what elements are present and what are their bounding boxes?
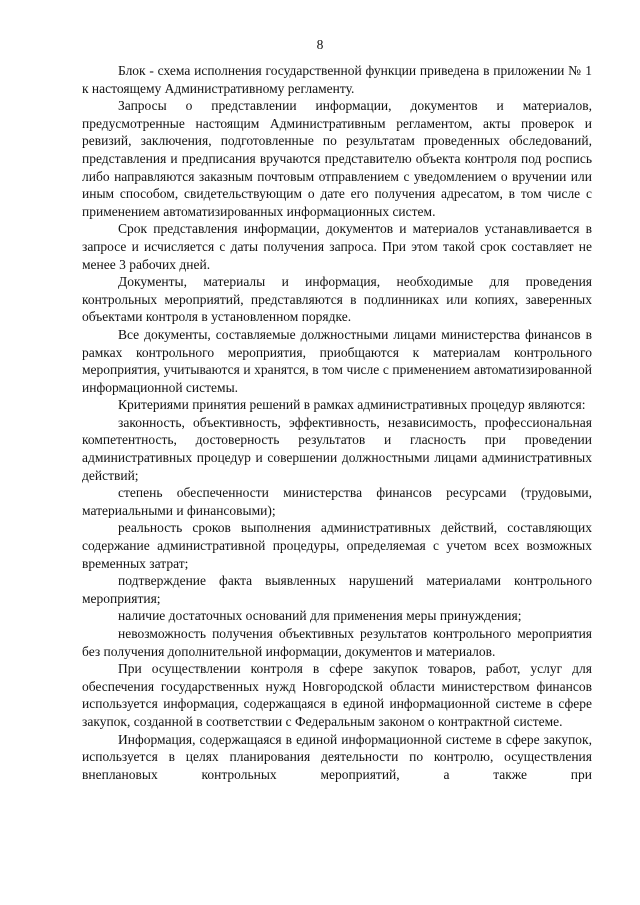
paragraph-decision-criteria: Критериями принятия решений в рамках административных процедур являются: xyxy=(118,397,586,413)
paragraph-request-deadline: Срок представления информации, документов и материалов устанавливается в запросе и исчисляется с даты получения запроса. При этом такой срок составляет не менее 3 рабочих дней. xyxy=(82,221,592,272)
paragraph-information-usage: Информация, содержащаяся в единой информационной системе в сфере закупок, используется в целях планирования деятельности по контролю, осуществления внеплановых контрольных мероприятий, а также при xyxy=(82,731,592,782)
list-item-criterion-confirmation: подтверждение факта выявленных нарушений материалами контрольного мероприятия; xyxy=(82,573,592,606)
list-item-criterion-deadlines: реальность сроков выполнения административных действий, составляющих содержание административной процедуры, определяемая с учетом всех возможных временных затрат; xyxy=(82,520,592,571)
page-number: 8 xyxy=(316,37,324,52)
paragraph-documents-storage: Все документы, составляемые должностными лицами министерства финансов в рамках контрольного мероприятия, приобщаются к материалам контрольного мероприятия, учитываются и хранятся, в том числе с применением автоматизированной информационной системы. xyxy=(82,326,592,395)
list-item-criterion-legality: законность, объективность, эффективность, независимость, профессиональная компетентность, достоверность результатов и гласность при проведении административных процедур и совершении должностными лицами административных действий; xyxy=(82,414,592,483)
paragraph-procurement-control: При осуществлении контроля в сфере закупок товаров, работ, услуг для обеспечения государственных нужд Новгородской области министерством финансов используется информация, содержащаяся в единой информационной системе в сфере закупок, созданной в соответствии с Федеральным законом о контрактной системе. xyxy=(82,661,592,729)
list-item-criterion-impossibility: невозможность получения объективных результатов контрольного мероприятия без получения дополнительной информации, документов и материалов. xyxy=(82,626,592,659)
paragraph-requests-delivery: Запросы о представлении информации, документов и материалов, предусмотренные настоящим Административным регламентом, акты проверок и ревизий, заключения, подготовленные по результатам проведенных обследований, представления и предписания вручаются представителю объекта контроля под роспись либо направляются заказным почтовым отправлением с уведомлением о вручении или иным способом, свидетельствующим о дате его получения адресатом, в том числе с применением автоматизированных информационных систем. xyxy=(82,98,592,219)
list-item-criterion-resources: степень обеспеченности министерства финансов ресурсами (трудовыми, материальными и финансовыми); xyxy=(82,485,592,518)
paragraph-block-scheme: Блок - схема исполнения государственной функции приведена в приложении № 1 к настоящему Административному регламенту. xyxy=(82,63,592,96)
document-body xyxy=(82,62,592,783)
list-item-criterion-grounds: наличие достаточных оснований для применения меры принуждения; xyxy=(118,608,522,624)
paragraph-documents-provided: Документы, материалы и информация, необходимые для проведения контрольных мероприятий, представляются в подлинниках или копиях, заверенных объектами контроля в установленном порядке. xyxy=(82,274,592,325)
